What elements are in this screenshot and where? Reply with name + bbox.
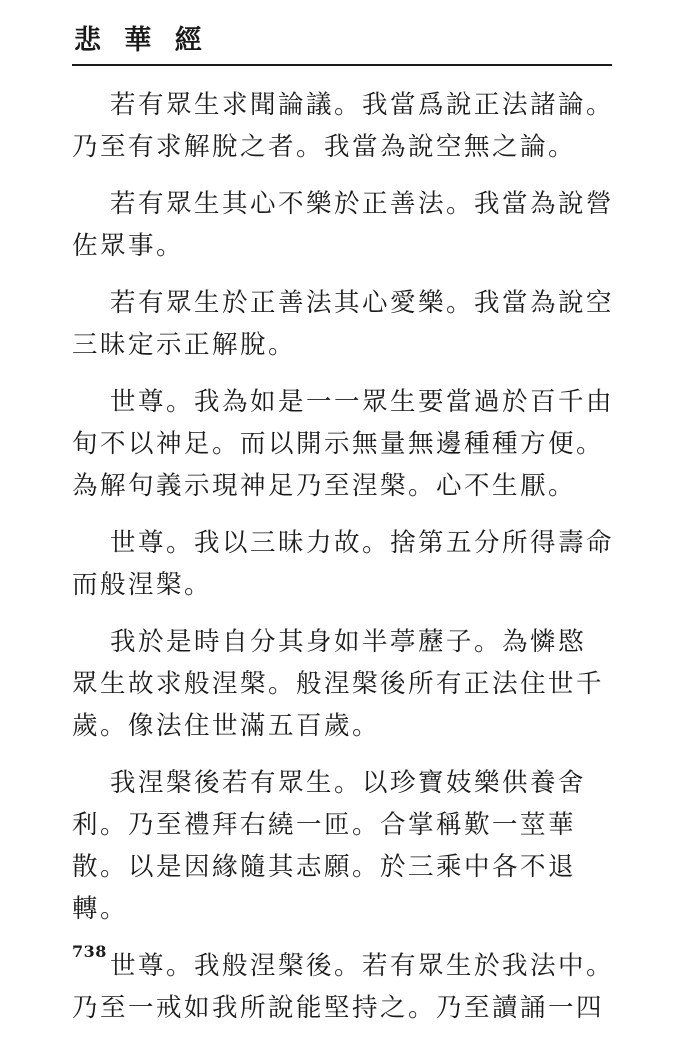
text-line: 我於是時自分其身如半葶藶子。為憐愍	[110, 627, 587, 657]
text-line: 轉。	[72, 894, 129, 924]
text-line: 世尊。我以三昧力故。捨第五分所得壽命	[110, 528, 615, 558]
text-line: 若有眾生於正善法其心愛樂。我當為說空	[110, 288, 615, 318]
text-line: 而般涅槃。	[72, 570, 213, 600]
text-line: 若有眾生求聞論議。我當爲說正法諸論。	[110, 90, 615, 120]
text-line: 乃至有求解脫之者。我當為說空無之論。	[72, 132, 577, 162]
paragraph	[72, 621, 620, 747]
paragraph	[72, 522, 620, 606]
text-line: 為解句義示現神足乃至涅槃。心不生厭。	[72, 471, 577, 501]
text-line: 歲。像法住世滿五百歲。	[72, 711, 381, 741]
paragraph	[72, 282, 620, 366]
paragraph	[72, 183, 620, 267]
page-number: 738	[72, 942, 107, 961]
page-header	[72, 22, 612, 66]
sutra-text	[72, 84, 620, 1044]
text-line: 旬不以神足。而以開示無量無邊種種方便。	[72, 429, 605, 459]
text-line: 利。乃至禮拜右繞一匝。合掌稱歎一莖華	[72, 810, 577, 840]
paragraph	[72, 945, 620, 1029]
text-line: 散。以是因緣隨其志願。於三乘中各不退	[72, 852, 577, 882]
paragraph	[72, 84, 620, 168]
text-line: 眾生故求般涅槃。般涅槃後所有正法住世千	[72, 669, 605, 699]
book-title: 悲 華 經	[74, 25, 209, 56]
paragraph	[72, 762, 620, 930]
text-line: 乃至一戒如我所說能堅持之。乃至讀誦一四	[72, 993, 605, 1023]
text-line: 世尊。我般涅槃後。若有眾生於我法中。	[110, 951, 615, 981]
text-line: 世尊。我為如是一一眾生要當過於百千由	[110, 387, 615, 417]
text-line: 佐眾事。	[72, 231, 185, 261]
text-line: 我涅槃後若有眾生。以珍寶妓樂供養舍	[110, 768, 587, 798]
text-line: 若有眾生其心不樂於正善法。我當為說營	[110, 189, 615, 219]
text-line: 三昧定示正解脫。	[72, 330, 297, 360]
paragraph	[72, 381, 620, 507]
